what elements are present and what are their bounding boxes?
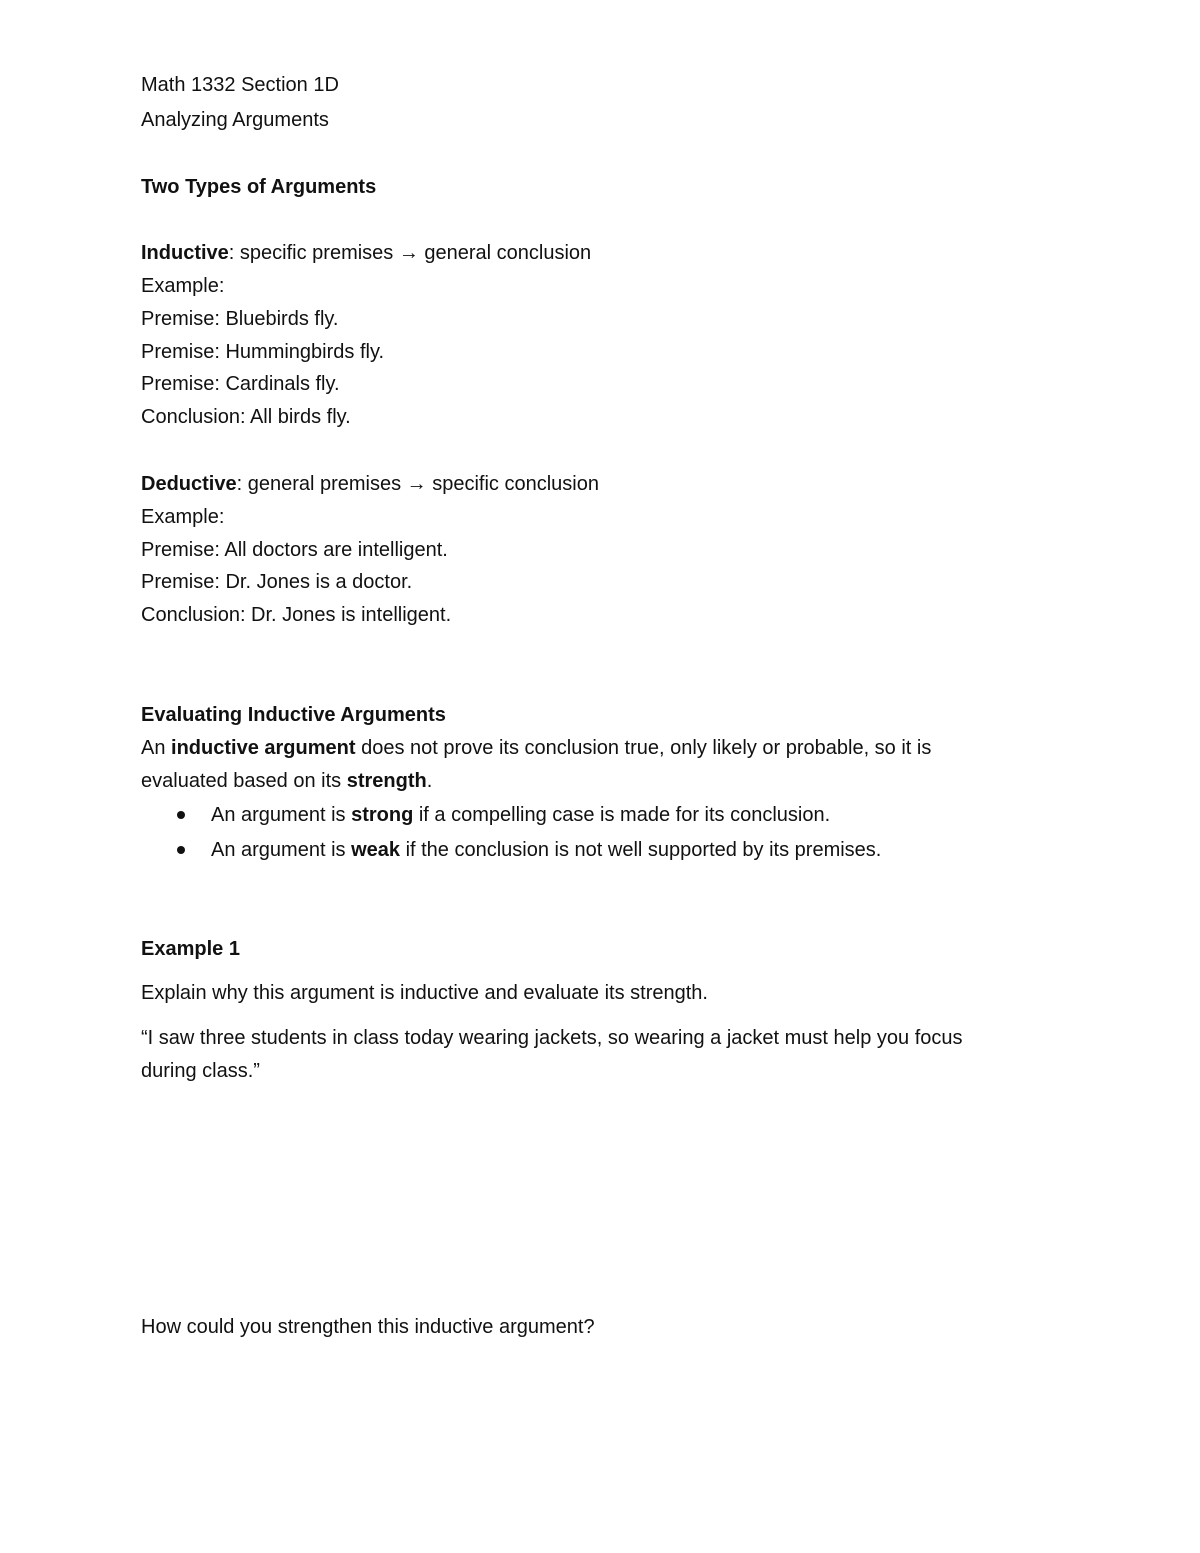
deductive-term: Deductive bbox=[141, 473, 237, 495]
inductive-definition-text: : specific premises → general conclusion bbox=[228, 242, 592, 264]
bullet-weak bbox=[211, 837, 881, 863]
topic-title: Analyzing Arguments bbox=[141, 109, 329, 131]
bullet-icon bbox=[177, 846, 185, 854]
inductive-premise-1: Premise: Bluebirds fly. bbox=[141, 308, 339, 330]
bullet-text: An argument is bbox=[211, 839, 352, 861]
course-title: Math 1332 Section 1D bbox=[141, 74, 339, 96]
deductive-premise-1: Premise: All doctors are intelligent. bbox=[141, 539, 448, 561]
bullet-strong bbox=[211, 802, 830, 828]
bullet-text: if a compelling case is made for its conclusion. bbox=[413, 804, 831, 826]
strengthen-question: How could you strengthen this inductive argument? bbox=[141, 1316, 595, 1338]
deductive-definition-text: : general premises → specific conclusion bbox=[236, 473, 599, 495]
para-bold-term: strength bbox=[346, 770, 427, 792]
deductive-example-label: Example: bbox=[141, 506, 225, 528]
evaluating-paragraph-line-1 bbox=[141, 735, 931, 761]
inductive-example-label: Example: bbox=[141, 275, 225, 297]
inductive-premise-2: Premise: Hummingbirds fly. bbox=[141, 341, 385, 363]
evaluating-paragraph-line-2 bbox=[141, 768, 432, 794]
deductive-conclusion: Conclusion: Dr. Jones is intelligent. bbox=[141, 604, 452, 626]
example-1-instruction: Explain why this argument is inductive and evaluate its strength. bbox=[141, 982, 708, 1004]
two-types-heading: Two Types of Arguments bbox=[141, 176, 377, 198]
inductive-definition bbox=[141, 240, 591, 266]
bullet-text: if the conclusion is not well supported by its premises. bbox=[400, 839, 882, 861]
bullet-bold-term: weak bbox=[351, 839, 401, 861]
deductive-premise-2: Premise: Dr. Jones is a doctor. bbox=[141, 571, 413, 593]
inductive-term: Inductive bbox=[141, 242, 229, 264]
bullet-icon bbox=[177, 811, 185, 819]
bullet-text: An argument is bbox=[211, 804, 352, 826]
example-1-heading: Example 1 bbox=[141, 938, 240, 960]
para-text: . bbox=[426, 770, 433, 792]
deductive-definition bbox=[141, 471, 599, 497]
example-1-quote-line-2: during class.” bbox=[141, 1060, 260, 1082]
para-text: evaluated based on its bbox=[141, 770, 347, 792]
inductive-conclusion: Conclusion: All birds fly. bbox=[141, 406, 351, 428]
para-text: An bbox=[141, 737, 172, 759]
example-1-quote-line-1: “I saw three students in class today wearing jackets, so wearing a jacket must help you focus bbox=[141, 1027, 963, 1049]
bullet-bold-term: strong bbox=[351, 804, 414, 826]
inductive-premise-3: Premise: Cardinals fly. bbox=[141, 373, 340, 395]
para-text: does not prove its conclusion true, only likely or probable, so it is bbox=[355, 737, 932, 759]
para-bold-term: inductive argument bbox=[171, 737, 356, 759]
evaluating-heading: Evaluating Inductive Arguments bbox=[141, 704, 446, 726]
